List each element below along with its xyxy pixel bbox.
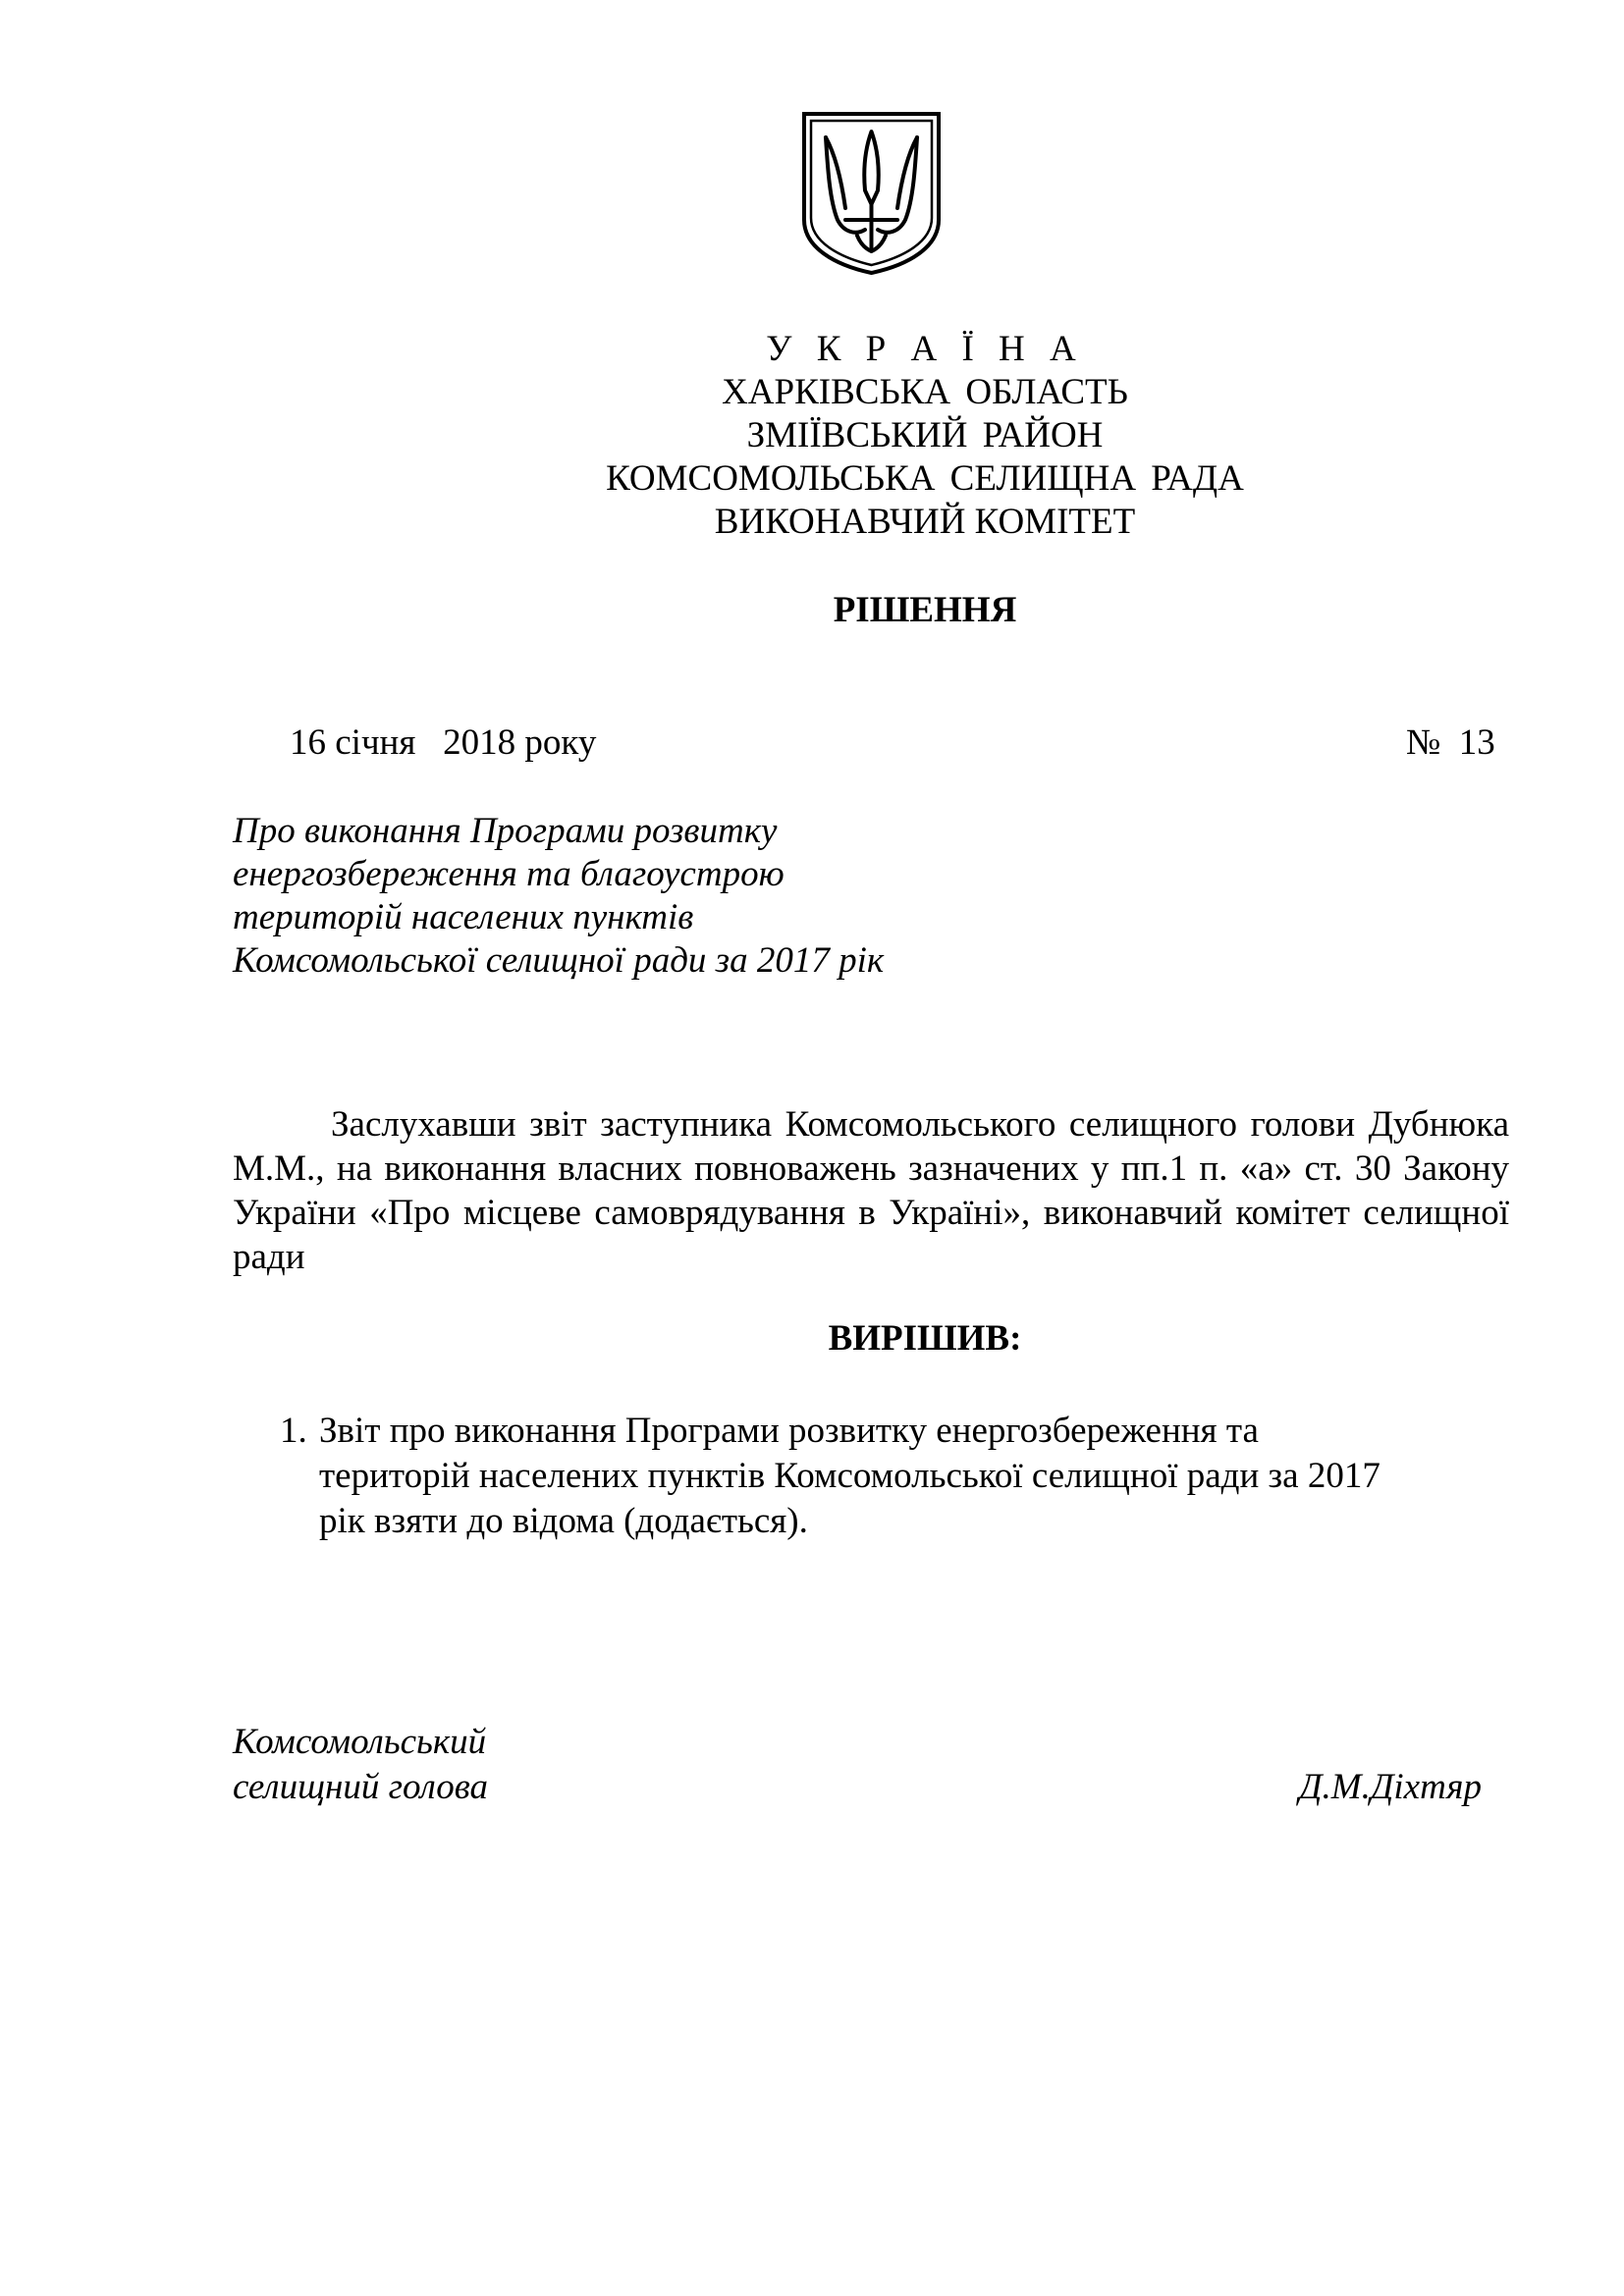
signature-role-line: Комсомольський [233, 1722, 487, 1762]
subject-line: Комсомольської селищної ради за 2017 рік [233, 940, 885, 981]
header-region: ХАРКІВСЬКА ОБЛАСТЬ [722, 372, 1128, 412]
resolved-heading: ВИРІШИВ: [828, 1318, 1022, 1359]
signature-role [233, 1720, 488, 1810]
document-type-heading: РІШЕННЯ [833, 590, 1017, 630]
header-council: КОМСОМОЛЬСЬКА СЕЛИЩНА РАДА [606, 458, 1244, 499]
document-date: 16 січня 2018 року [290, 722, 597, 763]
subject-line: енергозбереження та благоустрою [233, 854, 785, 894]
signature-role-line: селищний голова [233, 1767, 489, 1807]
trident-coat-of-arms-icon [800, 110, 943, 277]
document-subject [233, 810, 884, 983]
decision-item [280, 1409, 1409, 1544]
signature-name: Д.М.Діхтяр [1299, 1767, 1482, 1807]
subject-line: Про виконання Програми розвитку [233, 811, 778, 851]
header-district: ЗМІЇВСЬКИЙ РАЙОН [746, 415, 1104, 455]
header-country: У К Р А Ї Н А [766, 329, 1084, 369]
subject-line: територій населених пунктів [233, 897, 694, 937]
decision-item-number: 1. [280, 1411, 307, 1451]
header-committee: ВИКОНАВЧИЙ КОМІТЕТ [714, 502, 1136, 542]
decision-item-text: Звіт про виконання Програми розвитку енергозбереження та територій населених пунктів Комсомольської селищної ради за 2017 рік взяти до відома (додається). [319, 1411, 1380, 1541]
document-number: № 13 [1406, 722, 1495, 763]
preamble-paragraph: Заслухавши звіт заступника Комсомольського селищного голови Дубнюка М.М., на виконання власних повноважень зазначених у пп.1 п. «а» ст. 30 Закону України «Про місцеве самоврядування в Україні», виконавчий комітет селищної ради [233, 1104, 1509, 1277]
